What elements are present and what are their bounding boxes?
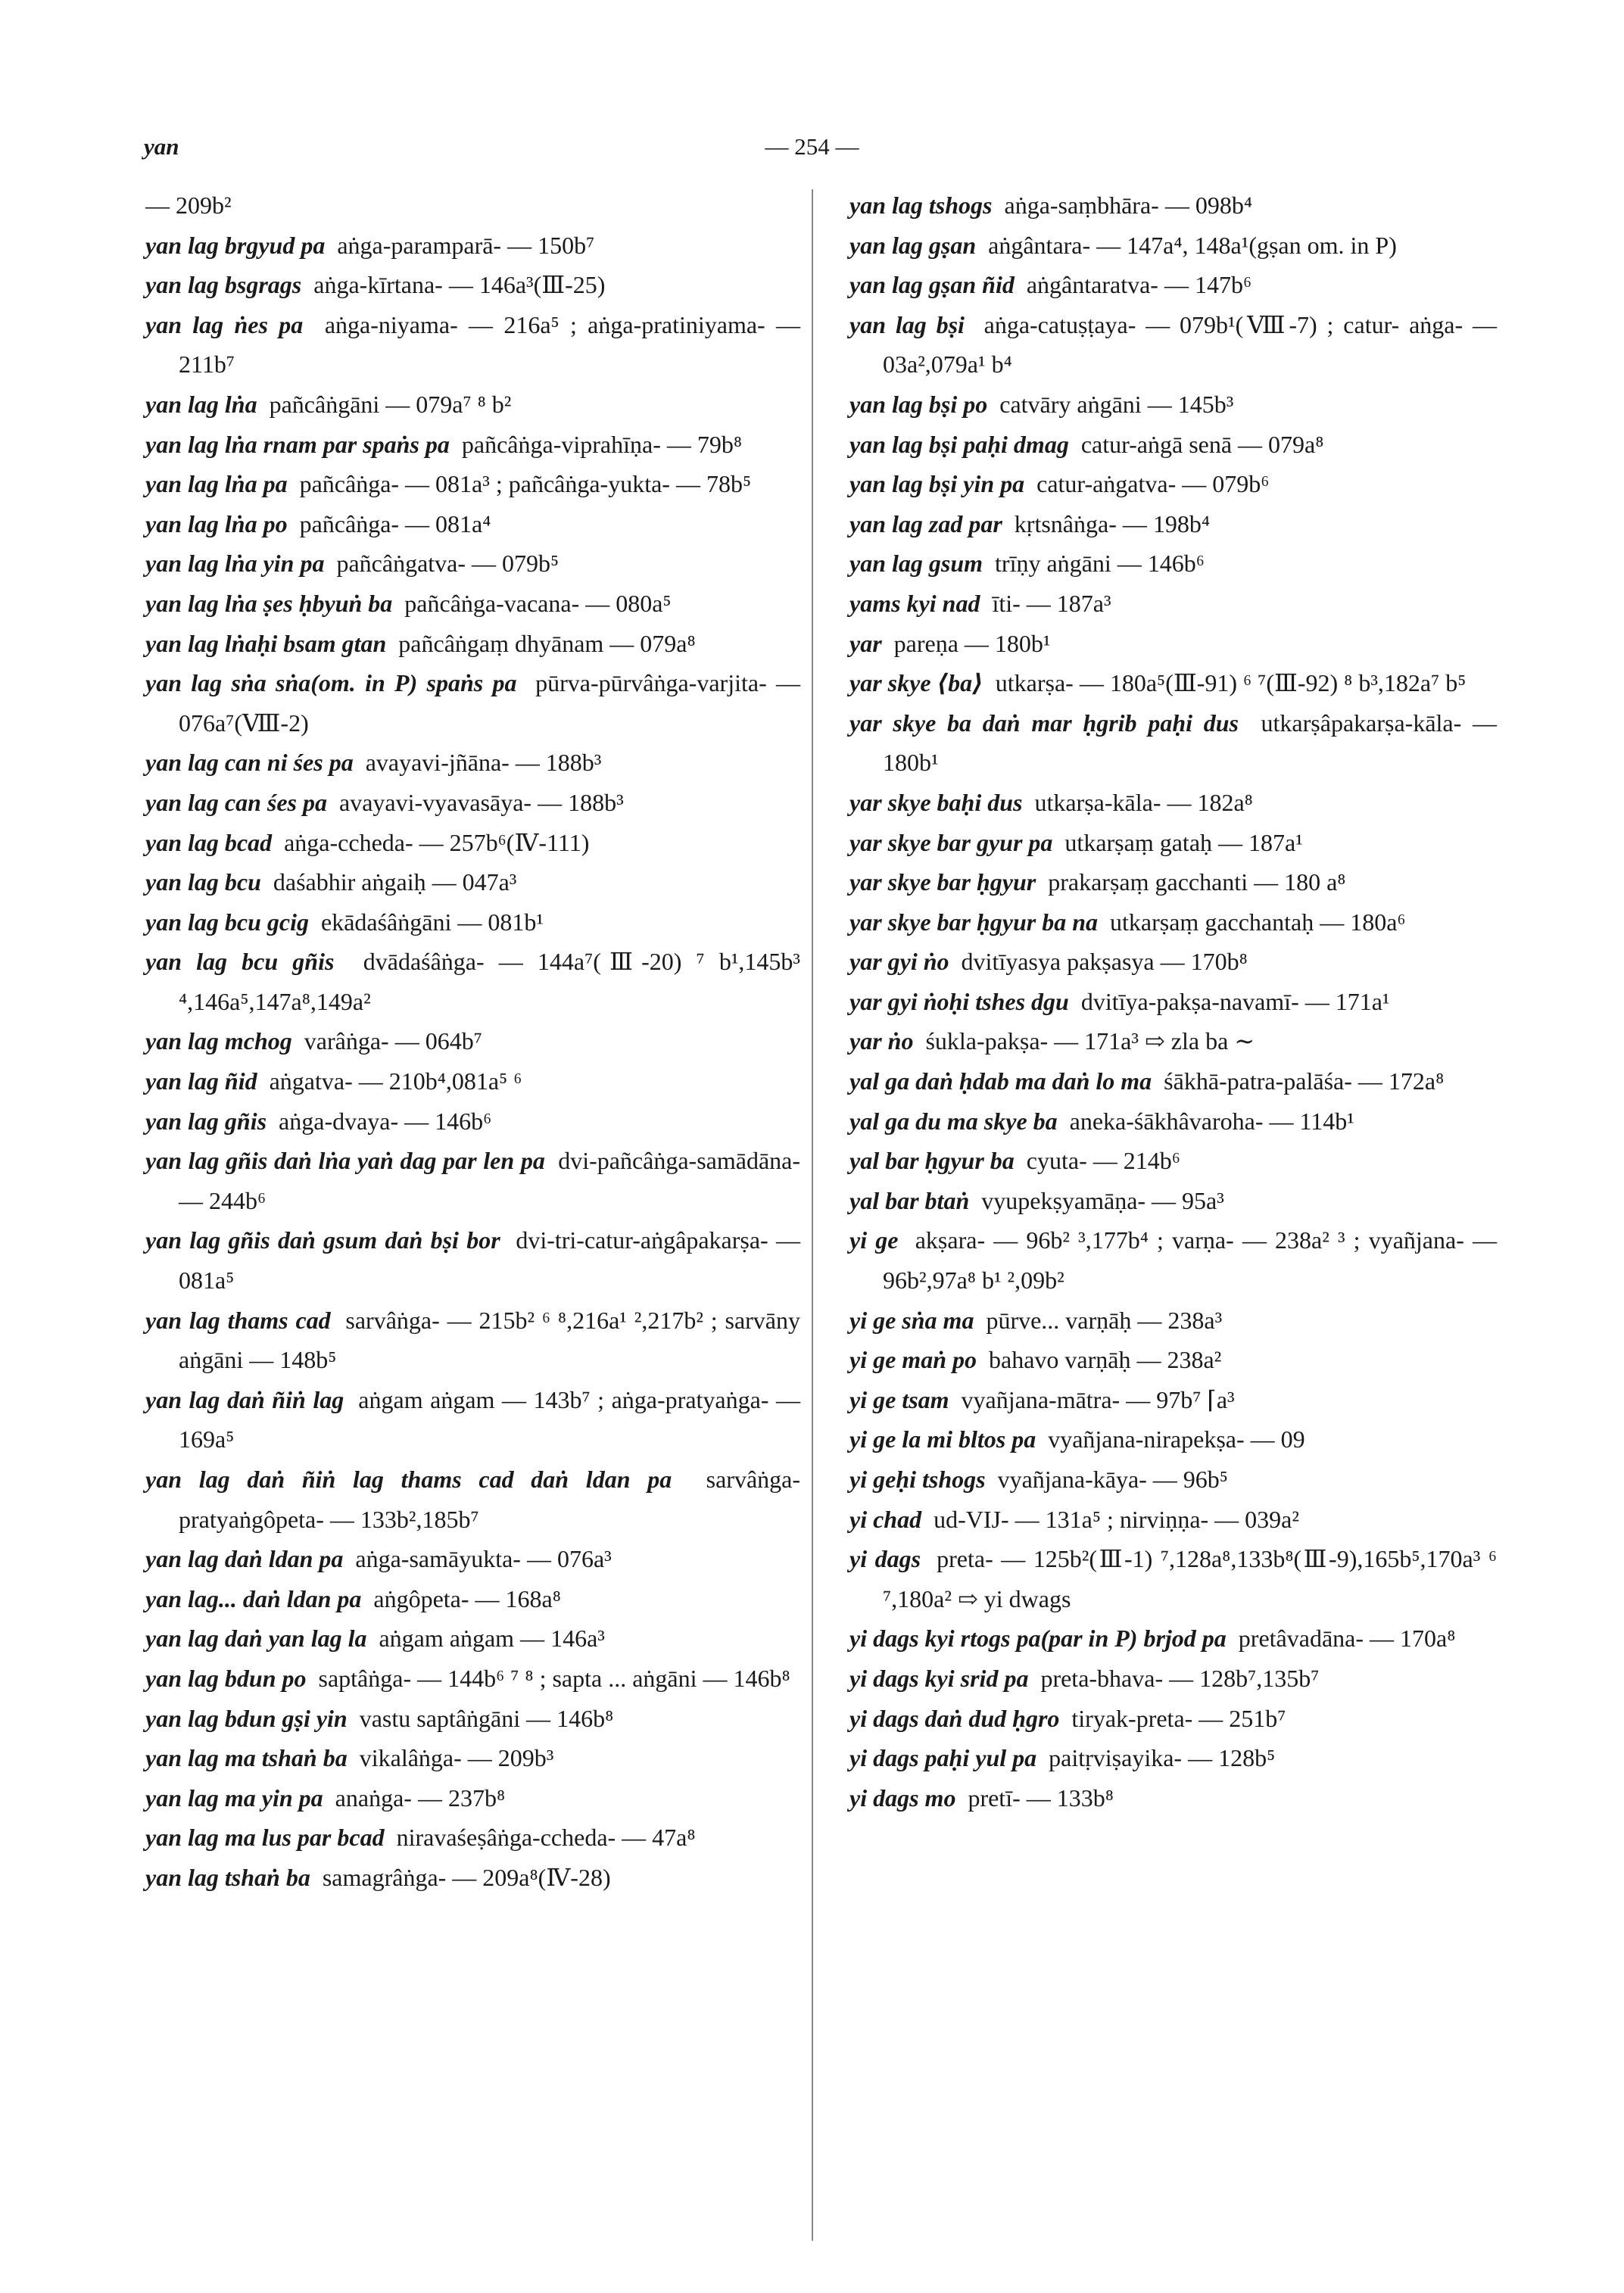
entry-definition: cyuta- — 214b⁶ (1026, 1147, 1180, 1175)
entry-definition: utkarṣa-kāla- — 182a⁸ (1034, 788, 1253, 816)
dictionary-entry (145, 1460, 800, 1539)
entry-headword: yan lag bsgrags (145, 271, 302, 299)
entry-definition: samagrâṅga- — 209a⁸(Ⅳ-28) (322, 1863, 611, 1891)
entry-definition: avayavi-jñāna- — 188b³ (365, 749, 602, 777)
dictionary-entry (849, 464, 1497, 504)
entry-headword: yi geḥi tshogs (849, 1466, 986, 1493)
dictionary-entry (145, 1301, 800, 1380)
entry-definition: preta-bhava- — 128b⁷,135b⁷ (1040, 1664, 1320, 1692)
entry-definition: preta- — 125b²(Ⅲ-1) ⁷,128a⁸,133b⁸(Ⅲ-9),165b⁵,170a³ ⁶ ⁷,180a² ⇨ yi dwags (883, 1545, 1498, 1612)
dictionary-entry (849, 862, 1497, 902)
dictionary-entry (145, 584, 800, 624)
entry-definition: sarvâṅga-pratyaṅgôpeta- — 133b²,185b⁷ (179, 1466, 801, 1533)
entry-headword: yi dags daṅ dud ḥgro (849, 1704, 1060, 1732)
entry-headword: yan lag lṅa rnam par spaṅs pa (145, 430, 450, 458)
entry-headword: yan lag ma lus par bcad (145, 1824, 385, 1852)
dictionary-entry (849, 544, 1497, 584)
entry-headword: yan lag ma tshaṅ ba (145, 1744, 348, 1772)
entry-definition: daśabhir aṅgaiḥ — 047a³ (273, 868, 517, 896)
right-column (849, 185, 1497, 1818)
dictionary-entry (849, 942, 1497, 982)
entry-definition: pañcâṅgaṃ dhyānam — 079a⁸ (398, 629, 696, 657)
entry-definition: aṅga-samāyukta- — 076a³ (355, 1545, 612, 1573)
entry-headword: yal bar btaṅ (849, 1186, 970, 1214)
entry-headword: yi ge sṅa ma (849, 1306, 974, 1334)
dictionary-entry (849, 823, 1497, 863)
entry-definition: bahavo varṇāḥ — 238a² (988, 1346, 1222, 1374)
entry-headword: yan lag bdun gṣi yin (145, 1704, 348, 1732)
entry-headword: yan lag brgyud pa (145, 231, 326, 259)
dictionary-entry (849, 1738, 1497, 1778)
entry-headword: yan lag lṅa po (145, 509, 288, 537)
entry-definition: utkarṣâpakarṣa-kāla- — 180b¹ (883, 709, 1498, 777)
dictionary-entry (145, 1699, 800, 1739)
entry-definition: pañcâṅga-vacana- — 080a⁵ (404, 589, 672, 617)
dictionary-entry (145, 624, 800, 664)
entry-definition: ekādaśâṅgāni — 081b¹ (320, 908, 544, 936)
entry-definition: anaṅga- — 237b⁸ (335, 1784, 506, 1812)
entry-definition: varâṅga- — 064b⁷ (304, 1027, 482, 1055)
entry-headword: yan lag lṅa pa (145, 470, 288, 498)
entry-definition: dvi-tri-catur-aṅgâpakarṣa- — 081a⁵ (179, 1226, 801, 1294)
entry-headword: yan lag lṅa yin pa (145, 550, 325, 578)
entry-definition: tiryak-preta- — 251b⁷ (1071, 1704, 1286, 1732)
entry-definition: dvitīya-pakṣa-navamī- — 171a¹ (1080, 987, 1390, 1015)
entry-headword: yan lag gṣan ñid (849, 271, 1015, 299)
entry-definition: aṅgam aṅgam — 146a³ (379, 1625, 605, 1653)
dictionary-entry (145, 544, 800, 584)
entry-definition: pūrva-pūrvâṅga-varjita- — 076a⁷(Ⅷ-2) (179, 669, 801, 737)
entry-definition: pañcâṅga-viprahīṇa- — 79b⁸ (461, 430, 742, 458)
entry-definition: prakarṣaṃ gacchanti — 180 a⁸ (1048, 868, 1346, 896)
entry-headword: yan lag bṣi (849, 310, 965, 338)
dictionary-entry (849, 1301, 1497, 1341)
entry-headword: yan lag tshogs (849, 192, 993, 219)
dictionary-entry (849, 1101, 1497, 1142)
entry-definition: niravaśeṣâṅga-ccheda- — 47a⁸ (396, 1824, 696, 1852)
entry-definition: aṅgântaratva- — 147b⁶ (1026, 271, 1252, 299)
dictionary-entry (849, 385, 1497, 425)
entry-headword: yan lag can śes pa (145, 788, 327, 816)
dictionary-entry (145, 663, 800, 743)
entry-headword: yar skye bar ḥgyur (849, 868, 1036, 896)
dictionary-entry (145, 783, 800, 823)
entry-headword: yan lag daṅ ñiṅ lag thams cad daṅ ldan pa (145, 1466, 672, 1493)
entry-headword: yan lag gñis (145, 1107, 267, 1135)
dictionary-entry (849, 624, 1497, 664)
entry-headword: yan lag gṣan (849, 231, 977, 259)
dictionary-entry (145, 1659, 800, 1699)
entry-headword: yi dags (849, 1545, 921, 1573)
entry-headword: yan lag bcu (145, 868, 261, 896)
dictionary-entry (145, 305, 800, 385)
entry-definition: vyañjana-kāya- — 96b⁵ (997, 1466, 1228, 1493)
dictionary-entry (849, 783, 1497, 823)
entry-headword: yan lag ṅes pa (145, 310, 304, 338)
entry-headword: yar skye ⟨ba⟩ (849, 669, 983, 697)
entry-definition: īti- — 187a³ (992, 589, 1111, 617)
entry-definition: vyañjana-nirapekṣa- — 09 (1048, 1425, 1305, 1453)
entry-headword: yal bar ḥgyur ba (849, 1147, 1015, 1175)
entry-headword: yar gyi ṅo (849, 948, 949, 976)
entry-headword: yi dags kyi rtogs pa(par in P) brjod pa (849, 1625, 1227, 1653)
entry-definition: utkarṣaṃ gacchantaḥ — 180a⁶ (1110, 908, 1406, 936)
entry-headword: yan lag tshaṅ ba (145, 1863, 310, 1891)
dictionary-entry (849, 663, 1497, 703)
dictionary-entry (849, 1419, 1497, 1460)
page-number: — 254 — (765, 133, 859, 160)
running-head: yan (144, 133, 179, 160)
entry-headword: yan lag zad par (849, 509, 1002, 537)
dictionary-entry (849, 226, 1497, 266)
entry-definition: pretâvadāna- — 170a⁸ (1238, 1625, 1456, 1653)
dictionary-entry (849, 982, 1497, 1022)
entry-definition: aṅga-niyama- — 216a⁵ ; aṅga-pratiniyama- — 211b⁷ (179, 310, 801, 379)
dictionary-entry (145, 1858, 800, 1898)
entry-definition: catvāry aṅgāni — 145b³ (999, 390, 1234, 418)
entry-definition: aṅga-catuṣṭaya- — 079b¹(Ⅷ-7) ; catur- aṅga- — 03a²,079a¹ b⁴ (883, 310, 1498, 379)
dictionary-entry (145, 1778, 800, 1818)
entry-headword: yan lag thams cad (145, 1306, 331, 1334)
entry-headword: yan lag... daṅ ldan pa (145, 1584, 362, 1612)
dictionary-entry (145, 1738, 800, 1778)
entry-headword: yan lag ma yin pa (145, 1784, 323, 1812)
entry-headword: yan lag lṅa ṣes ḥbyuṅ ba (145, 589, 393, 617)
entry-headword: yan lag mchog (145, 1027, 292, 1055)
entry-headword: yan lag ñid (145, 1067, 257, 1095)
entry-definition: pañcâṅga- — 081a³ ; pañcâṅga-yukta- — 78b⁵ (299, 470, 752, 498)
dictionary-entry (145, 185, 800, 226)
entry-definition: aṅgatva- — 210b⁴,081a⁵ ⁶ (269, 1067, 522, 1095)
dictionary-entry (145, 425, 800, 465)
entry-headword: yal ga du ma skye ba (849, 1107, 1058, 1135)
dictionary-entry (145, 226, 800, 266)
entry-definition: aṅga-dvaya- — 146b⁶ (279, 1107, 492, 1135)
entry-definition: avayavi-vyavasāya- — 188b³ (339, 788, 624, 816)
entry-headword: yan lag lṅaḥi bsam gtan (145, 629, 387, 657)
dictionary-entry (849, 1220, 1497, 1300)
entry-headword: yan lag bcu gñis (145, 948, 335, 976)
entry-definition: dvi-pañcâṅga-samādāna- — 244b⁶ (179, 1147, 801, 1214)
entry-headword: yi ge la mi bltos pa (849, 1425, 1036, 1453)
entry-definition: vikalâṅga- — 209b³ (359, 1744, 554, 1772)
dictionary-entry (145, 902, 800, 942)
entry-headword: yi ge (849, 1226, 899, 1254)
entry-definition: pañcâṅgatva- — 079b⁵ (336, 550, 560, 578)
entry-headword: yan lag lṅa (145, 390, 257, 418)
entry-headword: yan lag daṅ ñiṅ lag (145, 1385, 344, 1413)
entry-definition: aṅga-paramparā- — 150b⁷ (337, 231, 595, 259)
entry-definition: aneka-śākhâvaroha- — 114b¹ (1069, 1107, 1354, 1135)
entry-definition: utkarṣaṃ gataḥ — 187a¹ (1064, 828, 1303, 856)
dictionary-entry (849, 1778, 1497, 1818)
entry-headword: yi ge maṅ po (849, 1346, 977, 1374)
dictionary-entry (849, 1340, 1497, 1380)
dictionary-entry (145, 265, 800, 305)
dictionary-entry (145, 1618, 800, 1659)
dictionary-entry (145, 385, 800, 425)
entry-headword: yar ṅo (849, 1027, 914, 1055)
entry-headword: yar skye baḥi dus (849, 788, 1023, 816)
entry-headword: yi dags paḥi yul pa (849, 1744, 1037, 1772)
entry-definition: — 209b² (145, 192, 232, 219)
dictionary-entry (145, 1061, 800, 1101)
entry-headword: yi dags mo (849, 1784, 956, 1812)
entry-headword: yar skye ba daṅ mar ḥgrib paḥi dus (849, 709, 1239, 737)
entry-headword: yi dags kyi srid pa (849, 1664, 1029, 1692)
entry-headword: yi chad (849, 1505, 922, 1533)
dictionary-entry (145, 743, 800, 783)
entry-definition: pareṇa — 180b¹ (893, 629, 1051, 657)
dictionary-entry (145, 504, 800, 544)
dictionary-entry (145, 1101, 800, 1142)
entry-definition: aṅga-kīrtana- — 146a³(Ⅲ-25) (313, 271, 606, 299)
dictionary-entry (849, 1061, 1497, 1101)
entry-definition: dvitīyasya pakṣasya — 170b⁸ (961, 948, 1248, 976)
dictionary-entry (849, 504, 1497, 544)
dictionary-entry (145, 1539, 800, 1579)
dictionary-entry (145, 1220, 800, 1300)
entry-headword: yar skye bar ḥgyur ba na (849, 908, 1099, 936)
entry-headword: yan lag gñis daṅ lṅa yaṅ dag par len pa (145, 1147, 545, 1175)
dictionary-entry (849, 425, 1497, 465)
dictionary-entry (145, 1818, 800, 1858)
entry-headword: yan lag bdun po (145, 1664, 307, 1692)
entry-definition: utkarṣa- — 180a⁵(Ⅲ-91) ⁶ ⁷(Ⅲ-92) ⁸ b³,182a⁷ b⁵ (995, 669, 1467, 697)
entry-headword: yi ge tsam (849, 1385, 949, 1413)
entry-headword: yan lag bṣi po (849, 390, 988, 418)
entry-definition: saptâṅga- — 144b⁶ ⁷ ⁸ ; sapta ... aṅgāni — 146b⁸ (318, 1664, 790, 1692)
dictionary-entry (145, 1380, 800, 1460)
dictionary-entry (849, 1021, 1497, 1061)
entry-definition: pañcâṅgāni — 079a⁷ ⁸ b² (269, 390, 512, 418)
entry-headword: yan lag bṣi yin pa (849, 470, 1025, 498)
entry-definition: aṅgântara- — 147a⁴, 148a¹(gṣan om. in P) (988, 231, 1397, 259)
entry-definition: pūrve... varṇāḥ — 238a³ (986, 1306, 1223, 1334)
dictionary-entry (849, 1460, 1497, 1500)
entry-headword: yan lag gñis daṅ gsum daṅ bṣi bor (145, 1226, 500, 1254)
dictionary-entry (145, 862, 800, 902)
dictionary-entry (849, 265, 1497, 305)
dictionary-entry (145, 1021, 800, 1061)
dictionary-entry (849, 1699, 1497, 1739)
entry-definition: trīṇy aṅgāni — 146b⁶ (995, 550, 1205, 578)
dictionary-entry (849, 305, 1497, 385)
entry-headword: yal ga daṅ ḥdab ma daṅ lo ma (849, 1067, 1152, 1095)
entry-definition: ud-VIJ- — 131a⁵ ; nirviṇṇa- — 039a² (934, 1505, 1299, 1533)
entry-definition: pretī- — 133b⁸ (968, 1784, 1114, 1812)
entry-definition: aṅgam aṅgam — 143b⁷ ; aṅga-pratyaṅga- — 169a⁵ (179, 1385, 801, 1453)
entry-headword: yan lag daṅ yan lag la (145, 1625, 367, 1653)
dictionary-entry (849, 1500, 1497, 1540)
dictionary-entry (145, 464, 800, 504)
entry-headword: yan lag daṅ ldan pa (145, 1545, 344, 1573)
entry-definition: akṣara- — 96b² ³,177b⁴ ; varṇa- — 238a² ³ ; vyañjana- — 96b²,97a⁸ b¹ ²,09b² (883, 1226, 1498, 1294)
dictionary-entry (849, 1539, 1497, 1618)
entry-headword: yan lag sṅa sṅa(om. in P) spaṅs pa (145, 669, 517, 697)
dictionary-entry (849, 185, 1497, 226)
entry-definition: paitṛviṣayika- — 128b⁵ (1049, 1744, 1276, 1772)
entry-definition: aṅga-ccheda- — 257b⁶(Ⅳ-111) (284, 828, 590, 856)
dictionary-entry (849, 1618, 1497, 1659)
entry-definition: aṅgôpeta- — 168a⁸ (373, 1584, 561, 1612)
entry-headword: yar skye bar gyur pa (849, 828, 1053, 856)
dictionary-entry (145, 823, 800, 863)
entry-definition: sarvâṅga- — 215b² ⁶ ⁸,216a¹ ²,217b² ; sarvāny aṅgāni — 148b⁵ (179, 1306, 801, 1374)
entry-definition: aṅga-saṃbhāra- — 098b⁴ (1004, 192, 1252, 219)
entry-definition: catur-aṅgā senā — 079a⁸ (1080, 430, 1324, 458)
column-divider (812, 189, 813, 2241)
entry-definition: vyañjana-mātra- — 97b⁷ ⌈a³ (961, 1385, 1235, 1413)
dictionary-entry (145, 942, 800, 1021)
entry-definition: kṛtsnâṅga- — 198b⁴ (1014, 509, 1211, 537)
entry-headword: yar gyi ṅoḥi tshes dgu (849, 987, 1069, 1015)
entry-definition: śākhā-patra-palāśa- — 172a⁸ (1164, 1067, 1445, 1095)
entry-definition: śukla-pakṣa- — 171a³ ⇨ zla ba ∼ (925, 1027, 1255, 1055)
dictionary-entry (849, 902, 1497, 942)
dictionary-entry (849, 584, 1497, 624)
entry-definition: vyupekṣyamāṇa- — 95a³ (981, 1186, 1224, 1214)
entry-headword: yams kyi nad (849, 589, 980, 617)
entry-definition: dvādaśâṅga- — 144a⁷(Ⅲ-20) ⁷ b¹,145b³ ⁴,146a⁵,147a⁸,149a² (179, 948, 801, 1015)
dictionary-entry (849, 1141, 1497, 1181)
entry-headword: yan lag bcu gcig (145, 908, 309, 936)
dictionary-entry (849, 1181, 1497, 1221)
entry-definition: vastu saptâṅgāni — 146b⁸ (359, 1704, 614, 1732)
entry-headword: yan lag can ni śes pa (145, 749, 354, 777)
entry-definition: pañcâṅga- — 081a⁴ (299, 509, 491, 537)
dictionary-entry (145, 1141, 800, 1220)
dictionary-entry (849, 1659, 1497, 1699)
dictionary-entry (849, 703, 1497, 783)
entry-headword: yan lag bcad (145, 828, 273, 856)
dictionary-entry (145, 1579, 800, 1619)
entry-headword: yan lag gsum (849, 550, 983, 578)
entry-headword: yar (849, 629, 882, 657)
entry-headword: yan lag bṣi paḥi dmag (849, 430, 1069, 458)
entry-definition: catur-aṅgatva- — 079b⁶ (1036, 470, 1270, 498)
left-column (145, 185, 800, 1898)
dictionary-entry (849, 1380, 1497, 1420)
